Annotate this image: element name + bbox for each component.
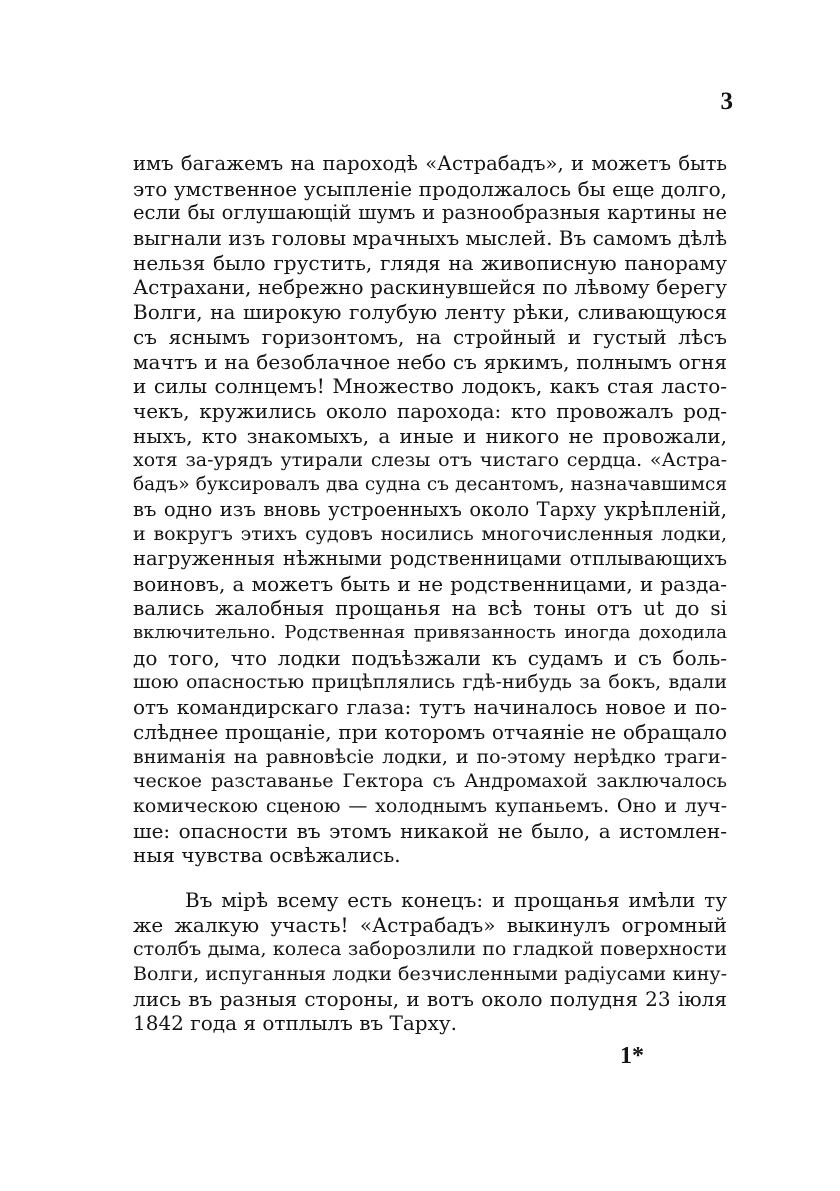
text-line: чекъ, кружились около парохода: кто провожалъ род-: [133, 398, 727, 423]
text-line: бадъ» буксировалъ два судна съ десантомъ, назначавшимся: [133, 473, 727, 495]
text-line: нельзя было грустить, глядя на живописную панораму: [133, 250, 727, 275]
text-line: отъ командирскаго глаза: тутъ начиналось новое и по-: [133, 695, 727, 720]
text-line: ныхъ, кто знакомыхъ, а иные и никого не провожали,: [133, 423, 727, 448]
text-line: же жалкую участь! «Астрабадъ» выкинулъ огромный: [133, 912, 727, 937]
text-line: выгнали изъ головы мрачныхъ мыслей. Въ самомъ дѣлѣ: [133, 226, 727, 251]
text-line: ческое разставанье Гектора съ Андромахой заключалось: [133, 770, 727, 793]
printer-signature-mark: 1*: [620, 1043, 644, 1069]
text-line: слѣднее прощаніе, при которомъ отчаяніе не обращало: [133, 719, 727, 744]
text-line: если бы оглушающій шумъ и разнообразныя картины не: [133, 201, 727, 225]
text-line: 1842 года я отплылъ въ Тарху.: [133, 1011, 458, 1036]
text-line: хотя за-урядъ утирали слезы отъ чистаго сердца. «Астра-: [133, 449, 727, 472]
text-line: столбъ дыма, колеса заборозлили по гладкой поверхности: [133, 938, 727, 961]
text-line: это умственное усыпленіе продолжалось бы еще долго,: [133, 176, 727, 201]
text-line: лись въ разныя стороны, и вотъ около полудня 23 іюля: [133, 986, 727, 1011]
text-line: комическою сценою — холоднымъ купаньемъ. Оно и луч-: [133, 794, 727, 817]
text-line: съ яснымъ горизонтомъ, на стройный и густый лѣсъ: [133, 324, 727, 349]
text-line: воиновъ, а можетъ быть и не родственницами, и разда-: [133, 571, 727, 596]
text-line: Астрахани, небрежно раскинувшейся по лѣвому берегу: [133, 275, 727, 300]
text-line: Въ мірѣ всему есть конецъ: и прощанья имѣли ту: [185, 888, 727, 912]
text-line: въ одно изъ вновь устроенныхъ около Тарху укрѣпленій,: [133, 497, 727, 521]
text-line: и силы солнцемъ! Множество лодокъ, какъ стая ласто-: [133, 374, 727, 399]
text-line: шою опасностью прицѣплялись гдѣ-нибудь за бокъ, вдали: [133, 671, 727, 694]
text-line: Волги, на широкую голубую ленту рѣки, сливающуюся: [133, 300, 727, 325]
text-line: мачтъ и на безоблачное небо съ яркимъ, полнымъ огня: [133, 349, 727, 374]
text-line: ше: опасности въ этомъ никакой не было, а истомлен-: [133, 818, 727, 843]
text-line: до того, что лодки подъѣзжали къ судамъ и съ боль-: [133, 645, 727, 670]
text-line: ныя чувства освѣжались.: [133, 843, 401, 868]
paragraph-2: [133, 888, 727, 1036]
text-line: вались жалобныя прощанья на всѣ тоны отъ ut до si: [133, 596, 727, 621]
text-line: включительно. Родственная привязанность иногда доходила: [133, 622, 727, 644]
paragraph-1: [133, 152, 727, 868]
text-line: вниманія на равновѣсіе лодки, и по-этому нерѣдко траги-: [133, 745, 727, 768]
text-line: и вокругъ этихъ судовъ носились многочисленныя лодки,: [133, 523, 727, 546]
text-line: имъ багажемъ на пароходѣ «Астрабадъ», и можетъ быть: [133, 152, 727, 175]
text-line: нагруженныя нѣжными родственницами отплывающихъ: [133, 547, 727, 570]
page-number: 3: [720, 88, 733, 115]
text-line: Волги, испуганныя лодки безчисленными радіусами кину-: [133, 963, 727, 986]
